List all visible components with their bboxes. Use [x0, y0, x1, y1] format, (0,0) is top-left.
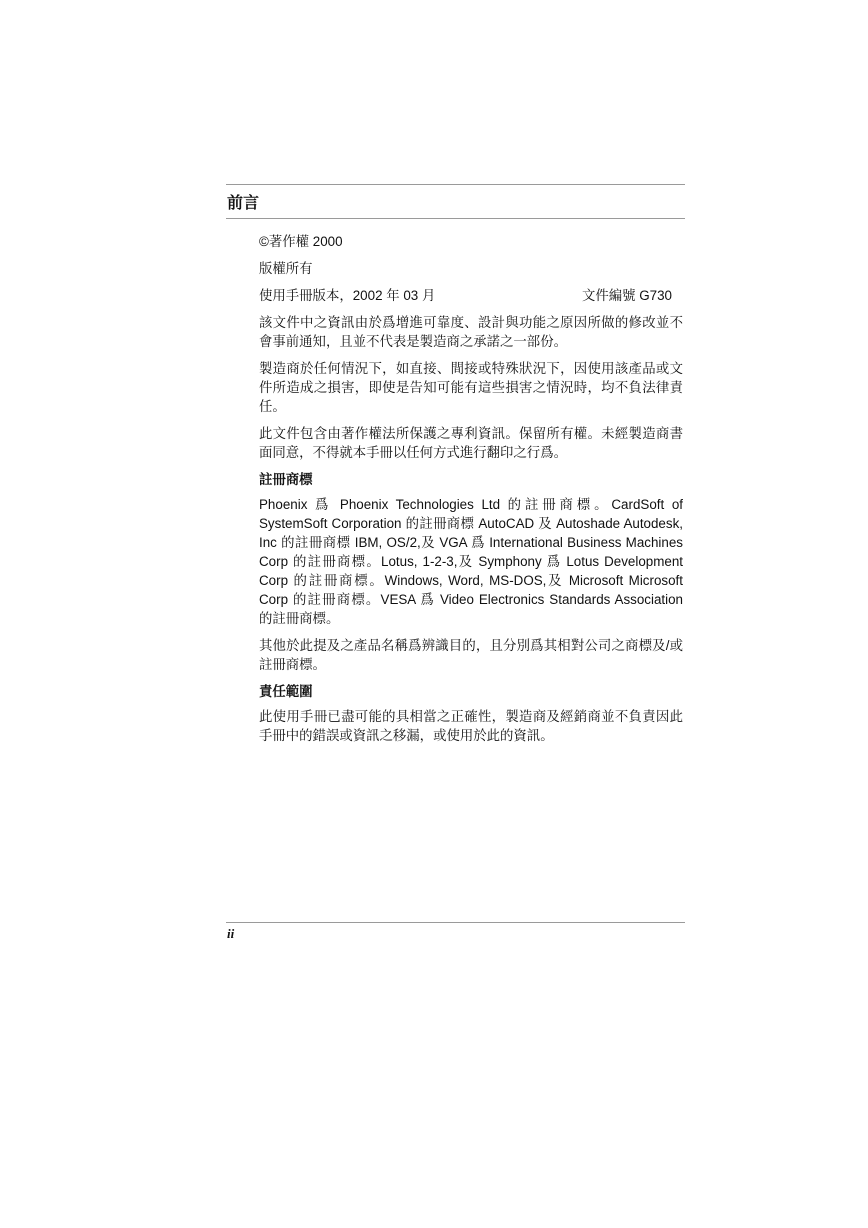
liability-heading: 責任範圍 — [259, 684, 313, 699]
header-bottom-rule — [226, 218, 685, 219]
disclaimer-paragraph-1: 該文件中之資訊由於爲增進可靠度、設計與功能之原因所做的修改並不會事前通知，且並不代表是製造商之承諾之一部份。 — [259, 315, 683, 349]
manual-version: 使用手冊版本，2002 年 03 月 — [259, 288, 436, 303]
disclaimer-paragraph-2: 製造商於任何情況下，如直接、間接或特殊狀況下，因使用該產品或文件所造成之損害，即使是告知可能有這些損害之情況時，均不負法律責任。 — [259, 361, 683, 414]
document-body — [259, 232, 683, 753]
disclaimer-paragraph-3: 此文件包含由著作權法所保護之專利資訊。保留所有權。未經製造商書面同意，不得就本手冊以任何方式進行翻印之行爲。 — [259, 426, 683, 460]
copyright-notice: ©著作權 2000 — [259, 234, 343, 249]
version-row — [259, 286, 672, 305]
rights-statement: 版權所有 — [259, 261, 313, 276]
header-top-rule — [226, 184, 685, 185]
page-number: ii — [227, 926, 235, 941]
other-trademarks-paragraph: 其他於此提及之產品名稱爲辨識目的，且分別爲其相對公司之商標及/或註冊商標。 — [259, 638, 683, 672]
liability-paragraph: 此使用手冊已盡可能的具相當之正確性，製造商及經銷商並不負責因此手冊中的錯誤或資訊之移漏，或使用於此的資訊。 — [259, 709, 683, 743]
document-number: 文件編號 G730 — [581, 288, 672, 303]
footer-rule — [226, 922, 685, 923]
trademarks-heading: 註冊商標 — [259, 472, 313, 487]
page-title: 前言 — [227, 195, 260, 212]
trademarks-paragraph: Phoenix 爲 Phoenix Technologies Ltd 的註冊商標。CardSoft of SystemSoft Corporation 的註冊商標 AutoCAD 及 Autoshade Autodesk, Inc 的註冊商標 IBM, OS/2,及 VGA 爲 International Business Machines Corp 的註冊商標。Lotus, 1-2-3,及 Symphony 爲 Lotus Development Corp 的註冊商標。Windows, Word, MS-DOS,及 Microsoft Microsoft Corp 的註冊商標。VESA 爲 Video Electronics Standards Association 的註冊商標。 — [259, 497, 683, 626]
